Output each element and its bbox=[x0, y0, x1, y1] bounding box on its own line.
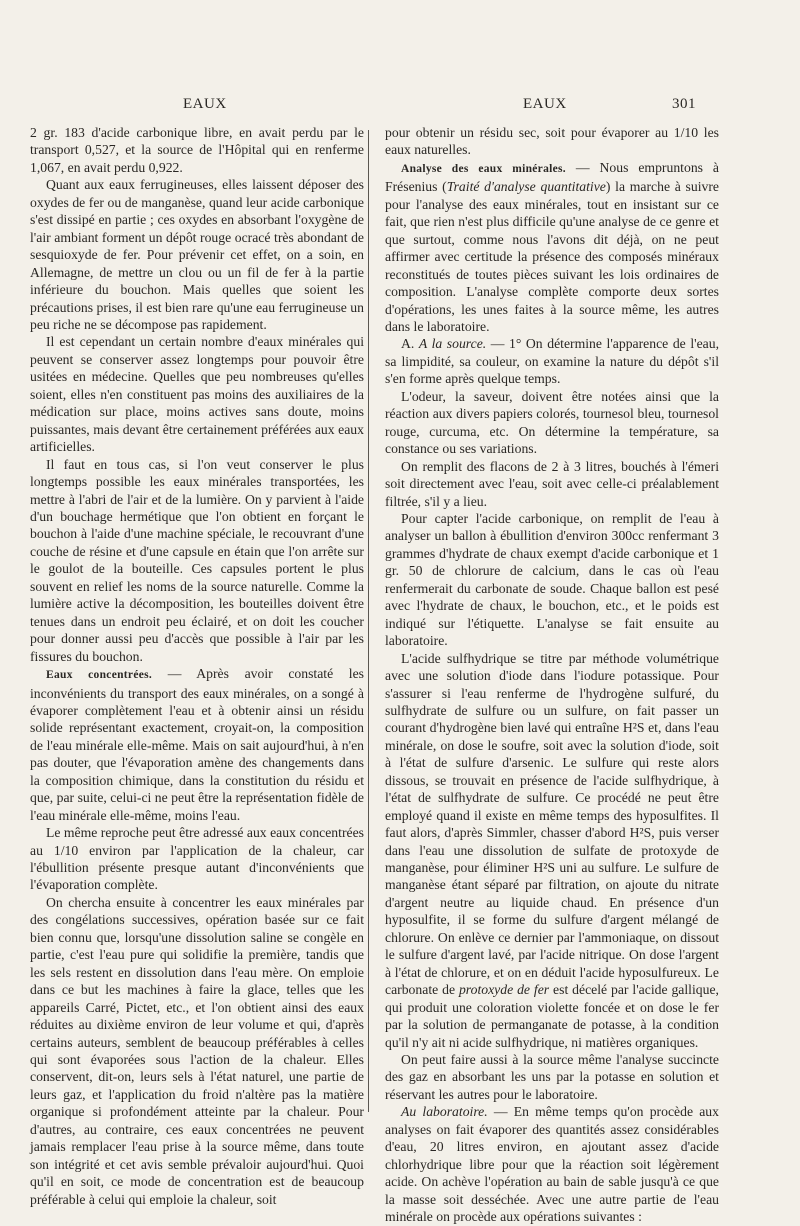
paragraph bbox=[385, 1103, 719, 1225]
paragraph: Quant aux eaux ferrugineuses, elles laissent déposer des oxydes de fer ou de manganèse, quand leur acide carbonique s'est dissipé en partie ; ces oxydes en absorbant l'oxygène de l'air ambiant forment un dépôt rouge ocracé très abondant de sesquioxyde de fer. Pour prévenir cet effet, on a soin, en Allemagne, de mettre un clou ou un fil de fer à la partie inférieure du bouchon. Mais quelles que soient les précautions prises, il est bien rare qu'une eau ferrugineuse un peu riche ne se décompose pas rapidement. bbox=[30, 177, 364, 332]
cited-title: Traité d'analyse quantitative bbox=[446, 179, 606, 195]
paragraph bbox=[30, 665, 364, 824]
paragraph-text: L'acide sulfhydrique se titre par méthode volumétrique avec une solution d'iode dans l'iodure potassique. Pour s'assurer si l'eau renferme de l'hydrogène sulfuré, du sulfhydrate de sulfure ou un sulfure, on fait passer un courant d'hydrogène bien lavé qui entraîne H²S et, dans l'eau minérale, on dose le soufre, soit avec la solution d'iode, soit à l'état de sulfure d'arsenic. Le sulfure qui reste alors dissous, se trouvait en présence de l'acide sulfhydrique, à l'état de sulfhydrate de sulfure. Ce procédé ne peut être employé quand il existe en même temps des hyposulfites. Il faut alors, d'après Simmler, chasser d'abord H²S, puis verser dans l'eau une dissolution de sulfate de protoxyde de manganèse, pour éliminer H²S uni au sulfure. Le sulfure de manganèse étant séparé par filtration, on ajoute du nitrate d'argent neutre au liquide chaud. En présence d'un hyposulfite, il se forme du sulfure d'argent mélangé de chlorure. On enlève ce dernier par l'ammoniaque, on dissout le sulfure d'argent lavé, par l'acide nitrique. On dose l'argent à l'état de chlorure, et on en déduit l'acide hyposulfureux. Le carbonate de bbox=[385, 650, 719, 998]
page-number: 301 bbox=[672, 96, 696, 112]
paragraph: On peut faire aussi à la source même l'analyse succincte des gaz en absorbant les uns par la potasse en solution et réservant les autres pour le laboratoire. bbox=[385, 1052, 719, 1102]
paragraph: Il faut en tous cas, si l'on veut conserver le plus longtemps possible les eaux minérales transportées, les mettre à l'abri de l'air et de la lumière. On y parvient à l'aide d'un bouchage hermétique que l'on obtient en forçant le bouchon à l'aide d'une machine spéciale, le recouvrant d'une couche de résine et d'une capsule en étain que l'on arrête sur le goulot de la bouteille. Ces capsules portent le plus souvent en relief les noms de la source naturelle. Comme la lumière active la décomposition, les bouteilles doivent être tenues dans un endroit peu éclairé, et on doit les coucher pour donner aussi peu d'accès que possible à l'air par les fissures du bouchon. bbox=[30, 456, 364, 664]
section-heading: Eaux concentrées. bbox=[46, 669, 153, 682]
emphasis: protoxyde de fer bbox=[458, 982, 550, 998]
paragraph bbox=[385, 650, 719, 1051]
right-column bbox=[385, 124, 719, 1226]
paragraph-text: — 1° On détermine l'apparence de l'eau, sa limpidité, sa couleur, on examine la nature du dépôt s'il s'en forme après quelque temps. bbox=[385, 336, 720, 387]
paragraph: Le même reproche peut être adressé aux eaux concentrées au 1/10 environ par l'application de la chaleur, car l'ébullition présente presque autant d'inconvénients que l'évaporation complète. bbox=[30, 825, 364, 893]
paragraph-text: A. bbox=[401, 336, 419, 352]
paragraph: 2 gr. 183 d'acide carbonique libre, en avait perdu par le transport 0,527, et la source de l'Hôpital qui en renferme 1,067, en avait perdu 0,922. bbox=[30, 125, 364, 175]
left-column bbox=[30, 124, 364, 1208]
paragraph: On remplit des flacons de 2 à 3 litres, bouchés à l'émeri soit directement avec l'eau, soit avec celle-ci préalablement filtrée, s'il y a lieu. bbox=[385, 458, 719, 509]
paragraph-text: — En même temps qu'on procède aux analyses on fait évaporer des quantités assez considérables d'eau, 20 litres environ, en ajoutant assez d'acide chlorhydrique libre pour que la réaction soit légèrement acide. On achève l'opération au bain de sable jusqu'à ce que la masse soit desséchée. Avec une autre partie de l'eau minérale on procède aux opérations suivantes : bbox=[385, 1104, 719, 1225]
subsection-heading: Au laboratoire. bbox=[401, 1104, 488, 1120]
paragraph: Pour capter l'acide carbonique, on remplit de l'eau à analyser un ballon à ébullition d'environ 300cc renfermant 3 grammes d'hydrate de chaux exempt d'acide carbonique et 1 gr. 50 de chlorure de calcium, dans le cas où l'eau renfermerait du carbonate de soude. Chaque ballon est pesé avec l'hydrate de chaux, le bouchon, etc., et le poids est indiqué sur l'étiquette. L'analyse se fait ensuite au laboratoire. bbox=[385, 510, 719, 649]
running-head-left: EAUX bbox=[183, 96, 227, 112]
paragraph: On chercha ensuite à concentrer les eaux minérales par des congélations successives, opération basée sur ce fait bien connu que, lorsqu'une dissolution saline se congèle en partie, c'est l'eau pure qui solidifie la première, tandis que les sels restent en dissolution dans l'eau mère. On emploie dans ce but les machines à faire la glace, telles que les appareils Carré, Pictet, etc., et l'on obtient ainsi des eaux réduites au dixième environ de leur volume et qui, d'après certains auteurs, semblent de beaucoup préférables à celles qui sont évaporées sous l'action de la chaleur. Elles conservent, dit-on, leurs sels à l'état naturel, une partie de leurs gaz, et l'application du froid n'altère pas la matière organique si profondément atteinte par la chaleur. Pour d'autres, au contraire, ces eaux concentrées ne peuvent jamais remplacer l'eau prise à la source même, dans toute son intégrité et cet avis semble prévaloir aujourd'hui. Quoi qu'il en soit, ce mode de concentration est de beaucoup préférable à celui qui emploie la chaleur, soit bbox=[30, 894, 364, 1207]
paragraph: pour obtenir un résidu sec, soit pour évaporer au 1/10 les eaux naturelles. bbox=[385, 125, 719, 158]
paragraph-text: est décelé par l'acide gallique, qui produit une coloration violette foncée et on dose le fer par la solution de permanganate de potasse, à la condition qu'il n'y ait ni acide sulfhydrique, ni matières organiques. bbox=[385, 982, 719, 1050]
paragraph-text: ) la marche à suivre pour l'analyse des eaux minérales, tout en insistant sur ce fait, que rien n'est plus difficile qu'une analyse de ce genre et que surtout, comme nous l'avons dit déjà, on ne peut affirmer avec certitude la présence des composés minéraux reconstitués de toutes pièces suivant les lois ordinaires de composition. L'analyse complète comporte deux sortes d'opérations, les unes faites à la source même, les autres dans le laboratoire. bbox=[385, 179, 719, 334]
running-head-right: EAUX bbox=[523, 96, 567, 112]
paragraph: Il est cependant un certain nombre d'eaux minérales qui peuvent se conserver assez longtemps pour pouvoir être usitées en médecine. Quelles que peu nombreuses qu'elles soient, elles n'en constituent pas moins des auxiliaires de la médication sur place, moins actives sans doute, moins puissantes, mais devant être certainement préférées aux eaux artificielles. bbox=[30, 334, 364, 455]
paragraph-text: — Après avoir constaté les inconvénients du transport des eaux minérales, on a songé à évaporer complètement l'eau et à obtenir ainsi un résidu solide représentant exactement, croyait-on, la composition de l'eau minérale elle-même. Mais on sait aujourd'hui, à n'en pas douter, que l'évaporation amène des changements dans la composition chimique, dans la constitution du résidu et que, par suite, celui-ci ne peut être la représentation fidèle de l'eau minérale elle-même, moins l'eau. bbox=[30, 666, 364, 823]
subsection-heading: A la source. bbox=[418, 336, 487, 352]
paragraph: L'odeur, la saveur, doivent être notées ainsi que la réaction aux divers papiers colorés, tournesol bleu, tournesol rouge, curcuma, etc. On détermine la température, sa constance ou ses variations. bbox=[385, 388, 719, 457]
column-divider bbox=[368, 130, 369, 1112]
paragraph bbox=[385, 335, 719, 387]
paragraph-text: — Nous empruntons à Frésenius ( bbox=[385, 159, 719, 195]
section-heading: Analyse des eaux minérales. bbox=[401, 162, 566, 175]
paragraph bbox=[385, 159, 719, 336]
